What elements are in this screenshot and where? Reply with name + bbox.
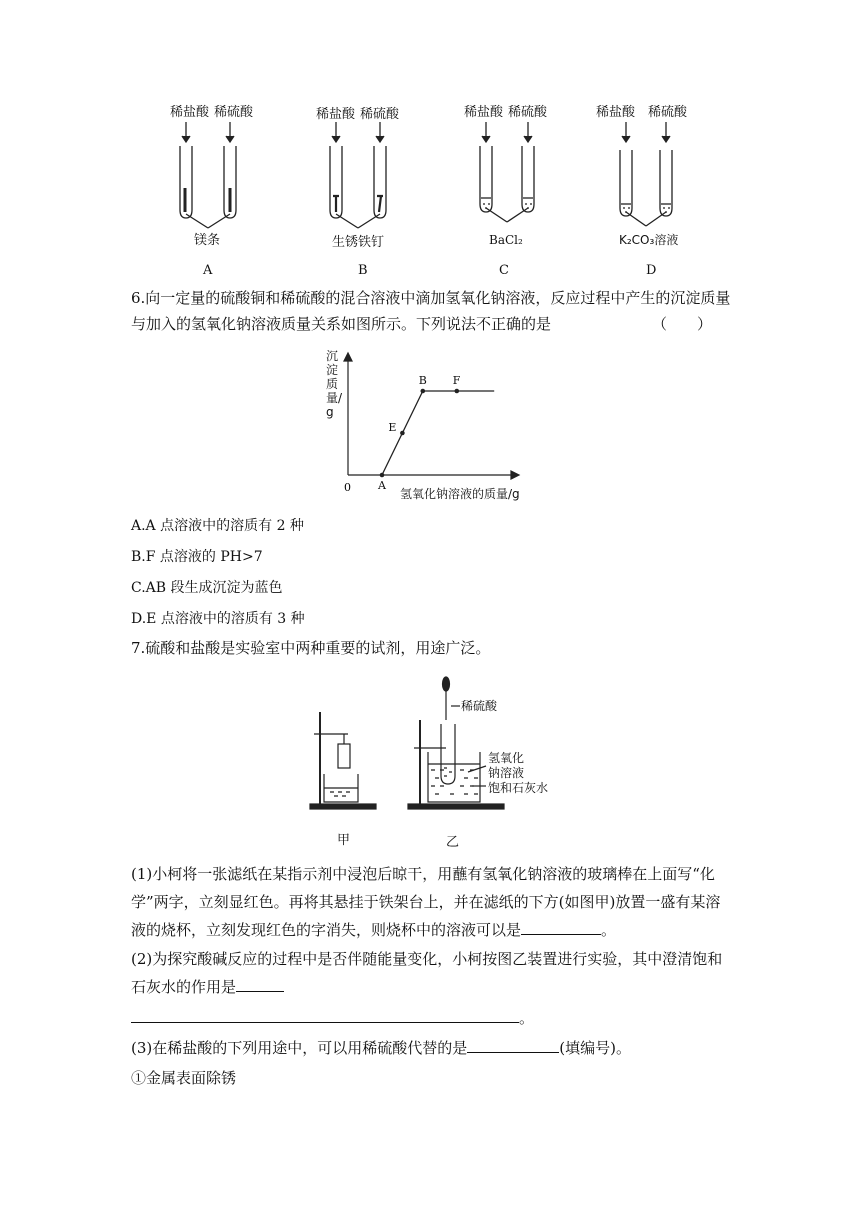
label-d-h2so4: 稀硫酸 — [648, 105, 688, 120]
test-tube-diagram — [150, 96, 710, 282]
label-yi: 乙 — [446, 835, 460, 850]
q7-part2-line2-text: 石灰水的作用是 — [131, 978, 237, 996]
letter-d: D — [646, 263, 657, 278]
q7-part1-line3-end: 。 — [601, 921, 617, 939]
group-a — [180, 122, 236, 228]
option-d: D.E 点溶液中的溶质有 3 种 — [131, 611, 305, 627]
q7-part2-line3 — [131, 1008, 534, 1028]
point-label-a: A — [378, 479, 386, 492]
point-label-b: B — [418, 374, 427, 387]
q7-part2-end: 。 — [519, 1009, 535, 1027]
q7-part1-line3 — [131, 920, 616, 940]
reagent-c: BaCl₂ — [489, 233, 523, 247]
option-a: A.A 点溶液中的溶质有 2 种 — [131, 518, 304, 534]
label-d-hcl: 稀盐酸 — [596, 105, 636, 120]
reagent-d: K₂CO₃溶液 — [619, 233, 679, 247]
option-b: B.F 点溶液的 PH>7 — [131, 549, 263, 565]
q7-item1: ①金属表面除锈 — [131, 1069, 237, 1087]
q7-part1-line2: 学”两字，立刻显红色。再将其悬挂于铁架台上，并在滤纸的下方(如图甲)放置一盛有某溶 — [131, 893, 721, 911]
label-a-hcl: 稀盐酸 — [170, 105, 210, 120]
q7-part1-line3-text: 液的烧杯，立刻发现红色的字消失，则烧杯中的溶液可以是 — [131, 921, 522, 939]
y-axis-arrow — [344, 353, 352, 361]
label-naoh-2: 钠溶液 — [488, 766, 525, 780]
q7-part2-line2 — [131, 977, 284, 997]
label-dilute-h2so4: 稀硫酸 — [461, 699, 498, 713]
answer-blank-1[interactable] — [521, 920, 601, 935]
point-label-e: E — [388, 421, 397, 434]
group-b — [330, 122, 386, 228]
x-axis-arrow — [511, 471, 519, 479]
apparatus-jia — [310, 712, 376, 809]
q7-part3-end: (填编号)。 — [559, 1039, 631, 1057]
q7-part3 — [131, 1038, 631, 1058]
apparatus-svg — [300, 668, 550, 853]
answer-blank-2b[interactable] — [131, 1008, 519, 1023]
point-f — [455, 389, 460, 394]
option-c: C.AB 段生成沉淀为蓝色 — [131, 580, 283, 596]
test-tube-figure — [150, 96, 710, 282]
series-line-0 — [382, 391, 494, 475]
q6-stem-line2: 与加入的氢氧化钠溶液质量关系如图所示。下列说法不正确的是 — [131, 315, 552, 333]
x-axis-label: 氢氧化钠溶液的质量/g — [400, 487, 520, 501]
point-e — [400, 431, 405, 436]
q7-part1-line1: (1)小柯将一张滤纸在某指示剂中浸泡后晾干，用蘸有氢氧化钠溶液的玻璃棒在上面写“化 — [131, 865, 715, 883]
letter-a: A — [203, 263, 213, 278]
precipitate-chart — [320, 345, 540, 505]
answer-blank-3[interactable] — [467, 1038, 559, 1053]
label-b-h2so4: 稀硫酸 — [360, 107, 400, 122]
point-label-f: F — [452, 374, 461, 387]
label-c-h2so4: 稀硫酸 — [508, 105, 548, 120]
precipitate-chart-svg — [320, 345, 540, 505]
label-c-hcl: 稀盐酸 — [464, 105, 504, 120]
q7-stem: 7.硫酸和盐酸是实验室中两种重要的试剂，用途广泛。 — [131, 639, 491, 657]
label-jia: 甲 — [337, 833, 351, 848]
reagent-b: 生锈铁钉 — [332, 235, 385, 250]
group-d — [620, 122, 672, 226]
q7-part2-line1: (2)为探究酸碱反应的过程中是否伴随能量变化，小柯按图乙装置进行实验，其中澄清饱和 — [131, 950, 723, 968]
origin-label: 0 — [344, 481, 351, 494]
label-a-h2so4: 稀硫酸 — [214, 105, 254, 120]
label-b-hcl: 稀盐酸 — [316, 107, 356, 122]
y-axis-label: 沉淀质量/g — [326, 349, 343, 419]
label-limewater: 饱和石灰水 — [488, 781, 549, 795]
letter-c: C — [499, 263, 509, 278]
answer-paren: （ ） — [652, 315, 713, 333]
label-naoh-1: 氢氧化 — [488, 751, 525, 765]
answer-blank-2a[interactable] — [236, 977, 284, 992]
q7-part3-text: (3)在稀盐酸的下列用途中，可以用稀硫酸代替的是 — [131, 1039, 468, 1057]
point-b — [421, 389, 426, 394]
group-c — [480, 122, 534, 222]
q6-stem-line1: 6.向一定量的硫酸铜和稀硫酸的混合溶液中滴加氢氧化钠溶液，反应过程中产生的沉淀质量 — [131, 289, 731, 307]
point-a — [380, 473, 385, 478]
apparatus-figure — [300, 668, 550, 853]
letter-b: B — [358, 263, 368, 278]
reagent-a: 镁条 — [194, 233, 221, 248]
